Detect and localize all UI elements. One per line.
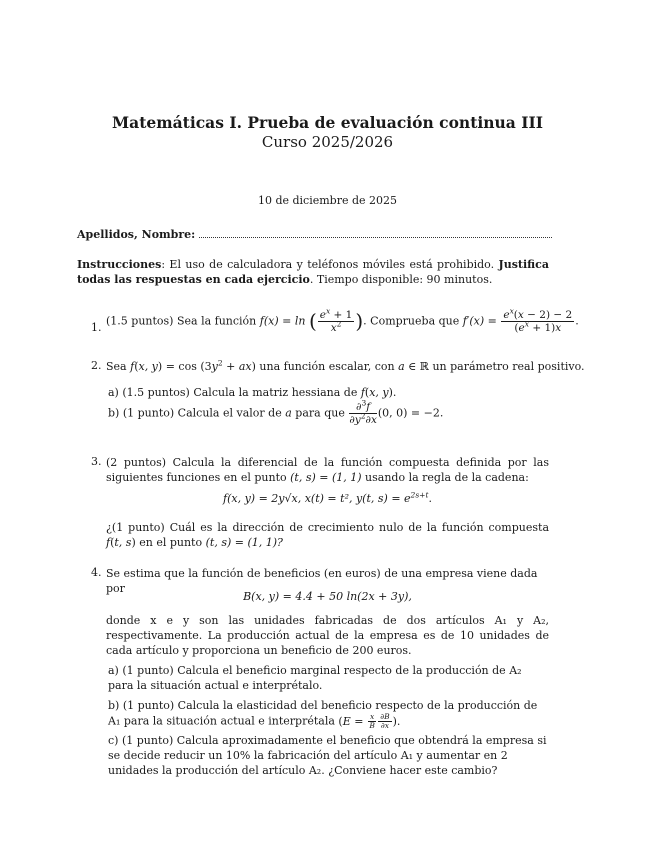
q3-formula-exp: 2s+t	[410, 490, 429, 500]
q2-text-c: un parámetro real positivo.	[428, 360, 585, 373]
q2-b-text-2: para que	[291, 406, 349, 420]
instructions-text-1: : El uso de calculadora y teléfonos móviles está prohibido.	[161, 258, 499, 271]
q2-number: 2.	[91, 359, 102, 372]
q2-b-label: b)	[108, 406, 120, 420]
q4-b-text: (1 punto) Calcula la elasticidad del beneficio respecto de la producción de A₁ para la situación actual e interprétala	[108, 699, 538, 728]
student-name-line	[77, 228, 552, 241]
q4-c-label: c)	[108, 734, 119, 747]
q3-text-b: usando la regla de la cadena:	[361, 471, 529, 484]
q2-b-text: (1 punto) Calcula el valor de	[122, 406, 286, 420]
q4-a-label: a)	[108, 664, 119, 677]
q3-number: 3.	[91, 455, 102, 468]
question-2: Sea f(x, $y) = \cos (3y^2 + ax)$ una función escalar, con a ∈ ℝ un parámetro real positivo.	[106, 358, 585, 373]
instructions	[77, 257, 549, 287]
q4-part-c	[108, 733, 549, 778]
q2-b-tail: (0, 0) = −2.	[377, 406, 444, 420]
q2-part-a: a) (1.5 puntos) Calcula la matriz hessiana de f(x, y).	[108, 386, 397, 399]
q4-description: donde x e y son las unidades fabricadas de dos artículos A₁ y A₂, respectivamente. La producción actual de la empresa es de 10 unidades de cada artículo y proporciona un beneficio de 200 euros.	[106, 614, 549, 657]
q2-text-a: Sea	[106, 360, 131, 373]
q2-part-b: b) (1 punto) Calcula el valor de a para que $\frac{\partial^3f}{\partial y^2\partial x}$ (0, 0) = −2.	[108, 398, 444, 426]
student-name-field[interactable]	[199, 228, 552, 238]
instructions-bold: Justifica todas las respuestas en cada ejercicio	[77, 258, 549, 286]
q1-number: 1.	[91, 321, 102, 334]
q2-a-label: a)	[108, 386, 119, 399]
q3-formula-text: f(x, y) = 2y√x, x(t) = t², y(t, s) = e	[223, 492, 411, 505]
q3-question: ¿(1 punto) Cuál es la dirección de crecimiento nulo de la función compuesta f(t, s) en el punto (t, s) = (1, 1)?	[106, 521, 549, 549]
instructions-text-2: . Tiempo disponible: 90 minutos.	[309, 273, 493, 286]
q3-q-text: ¿(1 punto) Cuál es la dirección de crecimiento nulo de la función compuesta	[106, 521, 549, 534]
q4-elasticity-formula: (E = $\frac{x}{B}$ $\frac{\partial B}{\partial x}$ ).	[338, 712, 401, 730]
student-name-label: Apellidos, Nombre:	[77, 228, 196, 241]
q4-number: 4.	[91, 566, 102, 579]
q3-formula: f(x, y) = 2y√x, x(t) = t², y(t, $s) = e^{2s+t}$.	[223, 490, 432, 505]
q3-point: (t, s) = (1, 1)	[290, 471, 362, 484]
exam-title: Matemáticas I. Prueba de evaluación continua III	[112, 113, 543, 132]
q1-text-b: . Comprueba que	[363, 314, 463, 328]
q2-a-text: (1.5 puntos) Calcula la matriz hessiana de	[122, 386, 361, 399]
q1-derivative-fraction: $\frac{e^x(x - 2) - 2}{(e^x + 1)x}$	[503, 306, 573, 334]
q1-fprime: f′(x) =	[462, 314, 497, 328]
question-1: (1.5 puntos) Sea la función f(x) = ln ( $\frac{e^x + 1}{x^2}$ ). Comprueba que f′(x) = $\frac{e^x(x - 2) - 2}{(e^x + 1)x}$ .	[106, 306, 579, 334]
exam-date: 10 de diciembre de 2025	[257, 194, 398, 207]
q1-inner-fraction: $\frac{e^x + 1}{x^2}$	[319, 306, 353, 334]
q1-text-a: (1.5 puntos) Sea la función	[106, 314, 260, 328]
q4-a-text: (1 punto) Calcula el beneficio marginal respecto de la producción de A₂ para la situación actual e interprétalo.	[108, 664, 522, 692]
question-3	[106, 455, 549, 485]
q4-b-label: b)	[108, 699, 120, 712]
q2-text-b: una función escalar, con	[255, 360, 399, 373]
q3-text: (2 puntos) Calcula la diferencial de la función compuesta definida por las siguientes funciones en el punto	[106, 456, 549, 484]
q4-formula	[0, 590, 655, 603]
q4-formula-text: B(x, y) = 4.4 + 50 ln(2x + 3y),	[243, 590, 412, 603]
q3-q-text-2: en el punto	[135, 536, 206, 549]
q2-partial-fraction: $\frac{\partial^3f}{\partial y^2\partial x}$	[349, 398, 377, 426]
instructions-label: Instrucciones	[77, 258, 162, 271]
q4-part-a	[108, 663, 549, 693]
q3-q-point: (t, s) = (1, 1)?	[205, 536, 283, 549]
course-year: Curso 2025/2026	[261, 133, 394, 151]
q1-fx: f(x) = ln	[259, 314, 306, 328]
q4-intro: Se estima que la función de beneficios (en euros) de una empresa viene dada por	[106, 567, 538, 595]
q4-c-text: (1 punto) Calcula aproximadamente el beneficio que obtendrá la empresa si se decide reducir un 10% la fabricación del artículo A₁ y aumentar en 2 unidades la producción del artículo A₂. ¿Conviene hacer este cambio?	[108, 734, 547, 777]
q4-part-b	[108, 698, 549, 730]
